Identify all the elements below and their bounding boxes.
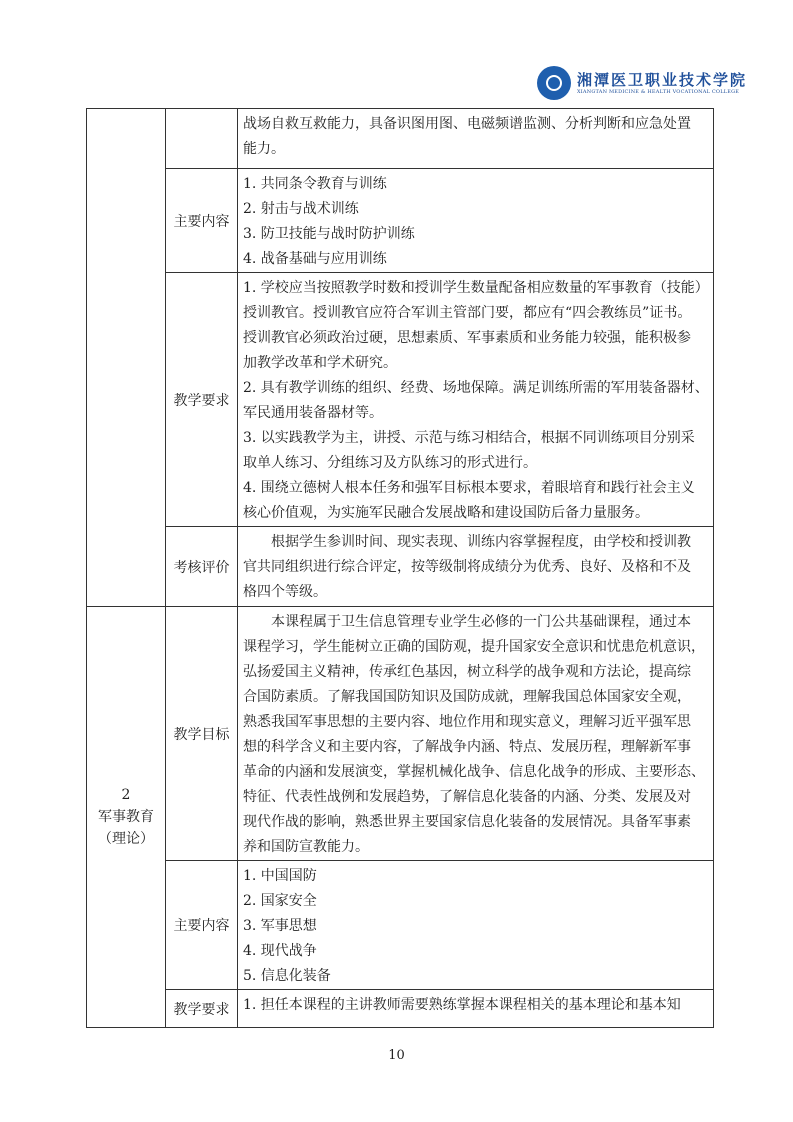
text-line: 军民通用装备器材等。 (243, 405, 383, 421)
text-line: 3. 防卫技能与战时防护训练 (243, 226, 415, 242)
row-content (238, 607, 714, 861)
row-label: 考核评价 (166, 527, 238, 607)
text-line: 3. 以实践教学为主，讲授、示范与练习相结合，根据不同训练项目分别采 (243, 430, 695, 446)
page-number: 10 (388, 1048, 405, 1063)
logo-english-name: XIANGTAN MEDICINE & HEALTH VOCATIONAL COLLEGE (577, 88, 740, 95)
row-label (166, 109, 238, 169)
row-content (238, 273, 714, 527)
text-line: 革命的内涵和发展演变，掌握机械化战争、信息化战争的形成、主要形态、 (243, 764, 705, 780)
text-line: 4. 围绕立德树人根本任务和强军目标根本要求，着眼培育和践行社会主义 (243, 480, 695, 496)
text-line: 加教学改革和学术研究。 (243, 355, 397, 371)
text-line: 本课程属于卫生信息管理专业学生必修的一门公共基础课程，通过本 (243, 614, 691, 630)
row-label: 主要内容 (166, 169, 238, 273)
text-line: 现代作战的影响，熟悉世界主要国家信息化装备的发展情况。具备军事素 (243, 814, 691, 830)
course-number: 2 (121, 787, 131, 803)
text-line: 合国防素质。了解我国国防知识及国防成就，理解我国总体国家安全观， (243, 689, 691, 705)
text-line: 取单人练习、分组练习及方队练习的形式进行。 (243, 455, 537, 471)
table-row (87, 861, 714, 990)
row-label: 教学目标 (166, 607, 238, 861)
text-line: 弘扬爱国主义精神，传承红色基因，树立科学的战争观和方法论，提高综 (243, 664, 691, 680)
text-line: 4. 战备基础与应用训练 (243, 251, 387, 267)
text-line: 4. 现代战争 (243, 943, 317, 959)
row-content (238, 109, 714, 169)
text-line: 能力。 (243, 141, 285, 157)
text-line: 5. 信息化装备 (243, 968, 331, 984)
text-line: 课程学习，学生能树立正确的国防观，提升国家安全意识和忧患危机意识， (243, 639, 705, 655)
text-line: 授训教官必须政治过硬，思想素质、军事素质和业务能力较强，能积极参 (243, 330, 691, 346)
row-content (238, 861, 714, 990)
text-line: 想的科学含义和主要内容，了解战争内涵、特点、发展历程，理解新军事 (243, 739, 691, 755)
course-2-cell (87, 607, 166, 1028)
text-line: 熟悉我国军事思想的主要内容、地位作用和现实意义，理解习近平强军思 (243, 714, 691, 730)
text-line: 2. 具有教学训练的组织、经费、场地保障。满足训练所需的军用装备器材、 (243, 380, 709, 396)
row-content (238, 169, 714, 273)
text-line: 战场自救互救能力，具备识图用图、电磁频谱监测、分析判断和应急处置 (243, 116, 691, 132)
text-line: 1. 学校应当按照教学时数和授训学生数量配备相应数量的军事教育（技能） (243, 280, 709, 296)
text-line: 核心价值观，为实施军民融合发展战略和建设国防后备力量服务。 (243, 505, 649, 521)
table-row (87, 607, 714, 861)
table-row (87, 527, 714, 607)
row-content (238, 527, 714, 607)
course-type: （理论） (98, 831, 154, 847)
course-table (86, 108, 714, 1028)
text-line: 特征、代表性战例和发展趋势，了解信息化装备的内涵、分类、发展及对 (243, 789, 691, 805)
table-row (87, 109, 714, 169)
text-line: 养和国防宣教能力。 (243, 839, 369, 855)
table-row (87, 169, 714, 273)
text-line: 1. 担任本课程的主讲教师需要熟练掌握本课程相关的基本理论和基本知 (243, 997, 681, 1013)
row-label: 教学要求 (166, 990, 238, 1028)
logo-chinese-name: 湘潭医卫职业技术学院 (577, 70, 748, 89)
college-logo (537, 66, 747, 100)
text-line: 官共同组织进行综合评定，按等级制将成绩分为优秀、良好、及格和不及 (243, 559, 691, 575)
course-name: 军事教育 (98, 809, 154, 825)
text-line: 3. 军事思想 (243, 918, 317, 934)
row-label: 主要内容 (166, 861, 238, 990)
text-line: 2. 国家安全 (243, 893, 317, 909)
text-line: 授训教官。授训教官应符合军训主管部门要，都应有“四会教练员”证书。 (243, 305, 692, 321)
college-emblem-icon (537, 66, 571, 100)
row-label: 教学要求 (166, 273, 238, 527)
text-line: 2. 射击与战术训练 (243, 201, 359, 217)
text-line: 根据学生参训时间、现实表现、训练内容掌握程度，由学校和授训教 (243, 534, 691, 550)
course-1-cell (87, 109, 166, 607)
row-content (238, 990, 714, 1028)
text-line: 1. 中国国防 (243, 868, 317, 884)
table-row (87, 990, 714, 1028)
text-line: 1. 共同条令教育与训练 (243, 176, 387, 192)
table-row (87, 273, 714, 527)
text-line: 格四个等级。 (243, 584, 327, 600)
